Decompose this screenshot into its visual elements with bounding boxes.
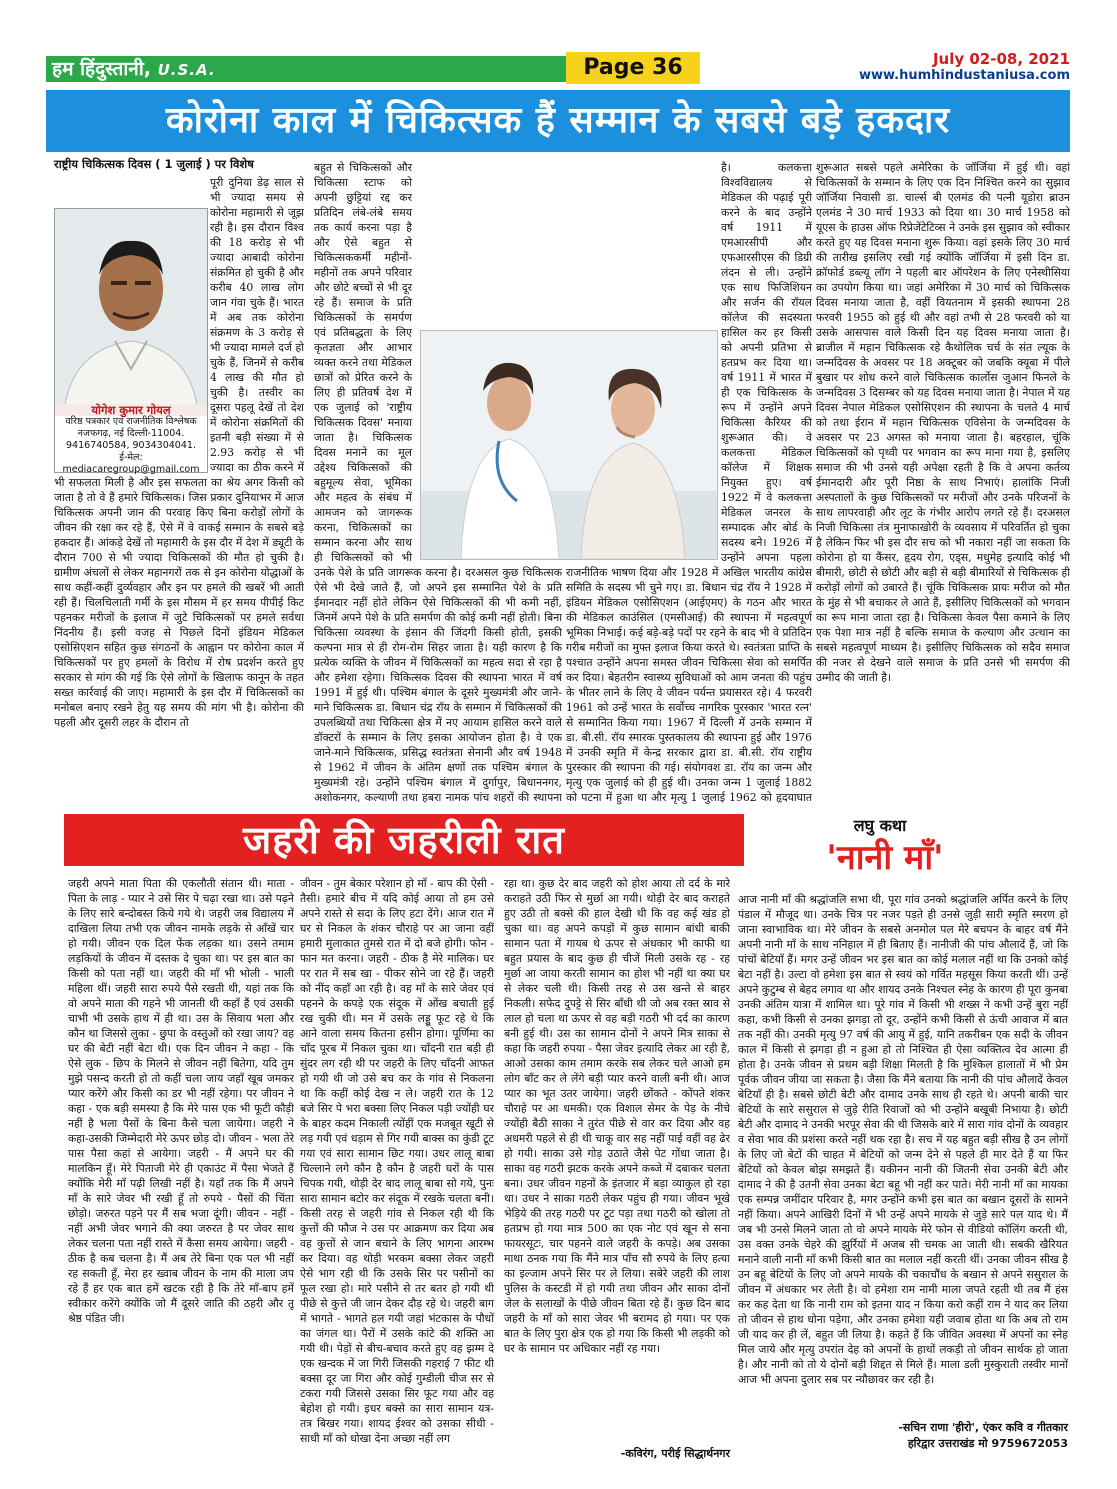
issue-date: July 02-08, 2021 (932, 50, 1070, 68)
laghu-katha-text: आज नानी माँ की श्रद्धांजलि सभा थी, पूरा गांव उनको श्रद्धांजलि अर्पित करने के लिए पंडाल में मौजूद था। उनके चित्र पर नजर पड़ते ही उनसे जुड़ी सारी स्मृति स्मरण हो जाना स्वाभाविक था। मेरे जीवन के सबसे अनमोल पल मेरे बचपन के बाहर वर्ष मैंने अपनी नानी माँ के साथ ननिहाल में ही बिताए हैं। नानीजी की पांच औलादें हैं, जो कि पांचों बेटियाँ हैं। मगर उन्हें जीवन भर इस बात का कोई मलाल नहीं था कि उनको कोई बेटा नहीं है। उल्टा वो हमेशा इस बात से स्वयं को गर्वित महसूस किया करती थीं। उन्हें अपने कुटुम्ब से बेहद लगाव था और शायद उनके निश्चल स्नेह के कारण ही पूरा कुनबा उनकी अंतिम यात्रा में शामिल था। पूरे गांव में किसी भी शख्स ने कभी उन्हें बुरा नहीं कहा, कभी किसी से उनका झगड़ा तो दूर, उन्होंने कभी किसी से ऊंची आवाज में बात तक नहीं की। उनकी मृत्यु 97 वर्ष की आयु में हुई, यानि तकरीबन एक सदी के जीवन काल में किसी से झगड़ा ही न हुआ हो तो निश्चित ही ऐसा व्यक्तित्व देव आत्मा ही होता है। उनके जीवन से प्रथम बड़ी शिक्षा मिलती है कि मुश्किल हालातों में भी प्रेम पूर्वक जीवन जीया जा सकता है। जैसा कि मैंने बताया कि नानी की पांच औलादें केवल बेटियाँ ही है। सबसे छोटी बेटी और दामाद उनके साथ ही रहते थे। अपनी बाकी चार बेटियों के सारे ससुराल से जुड़े रीति रिवाजों को भी उन्होंने बखूबी निभाया है। छोटी बेटी और दामाद ने उनकी भरपूर सेवा की थी जिसके बारे में सारा गांव दोनों के व्यवहार व सेवा भाव की प्रशंसा करते नहीं थक रहा है। सच में यह बहुत बड़ी सीख है उन लोगों के लिए जो बेटों की चाहत में बेटियों को जन्म देने से पहले ही मार देते हैं या फिर बेटियों को केवल बोझ समझते हैं। यकीनन नानी की जितनी सेवा उनकी बेटी और दामाद ने की है उतनी सेवा उनका बेटा बहू भी नहीं कर पाते। मेरी नानी माँ का मायका एक सम्पन्न जमींदार परिवार है, मगर उन्होंने कभी इस बात का बखान दूसरों के सामने नहीं किया। अपने आखिरी दिनों में भी उन्हें अपने मायके से जुड़े सारे पल याद थे। मैं जब भी उनसे मिलने जाता तो वो अपने मायके मेरे फोन से वीडियो कॉलिंग करती थी, उस वक्त उनके चेहरे की झुर्रियों में अजब सी चमक आ जाती थी। सबकी खैरियत मनाने वाली नानी माँ कभी किसी बात का मलाल नहीं करती थीं। उनका जीवन सीख है उन बहू बेटियों के लिए जो अपने मायके की चकाचौंध के बखान से अपने ससुराल के जीवन में अंधकार भर लेती है। वो हमेशा राम नामी माला जपते रहती थी तब मैं हंस कर कह देता था कि नानी राम को इतना याद न किया करो कहीं राम ने याद कर लिया तो जीवन से हाथ धोना पड़ेगा, और उनका हमेशा यही जवाब होता था कि अब तो राम जी याद कर ही लें, बहुत जी लिया है। कहते हैं कि जीवित अवस्था में अपनों का स्नेह मिल जाये और मृत्यु उपरांत देह को अपनों के हाथों लकड़ी तो जीवन सार्थक हो जाता है। और नानी को तो ये दोनों बड़ी शिद्दत से मिले हैं। माला डली मुस्कुराती तस्वीर मानों आज भी अपना दुलार सब पर न्यौछावर कर रही है। (738, 893, 1068, 1386)
doctor-patient-photo (420, 330, 718, 560)
laghu-katha-kicker: लघु कथा (853, 816, 907, 835)
article2-col3-text: रहा था। कुछ देर बाद जहरी को होश आया तो दर्द के मारे कराहते उठी फिर से मुर्छा आ गयी। थोड़ी देर बाद कराहते हुए उठी तो बक्से की हाल देखी थी कि वह कई खंड हो चुका था। वह अपने कपड़ों में कुछ सामान बांधी बाकी सामान पता में गायब थे ऊपर से अंधकार भी काफी था बहुत प्रयास के बाद कुछ ही चीजें मिली उसके रह - रह मुर्छा आ जाया करती सामान का होश भी नहीं था क्या घर से लेकर चली थी। किसी तरह से उस खन्ते से बाहर निकली। सफेद दुपट्टे से सिर बाँधी थी जो अब रक्त स्राव से लाल हो चला था ऊपर से वह बड़ी गठरी भी दर्द का कारण बनी हुई थी। उस का सामान दोनों ने अपने मित्र साका से कहा कि जहरी रुपया - पैसा जेवर इत्यादि लेकर आ रही है, आओ उसका काम तमाम करके सब लेकर चले आओ हम लोग बाँट कर ले लेंगे बड़ी प्यार करने वाली बनी थी। आज प्यार का भूत उतर जायेगा। जहरी छोंकते - कोंपते शंकर चौराहे पर आ धमकी। एक विशाल सेमर के पेड़ के नीचे ज्योंही बैठी साका ने तुरंत पीछे से वार कर दिया और वह अधमरी पहले से ही थी चाकू वार सह नहीं पाई वहीं वह ढेर हो गयी। साका उसे गोड़ उठाते जैसे पेट गोंधा जाता है। साका वह गठरी झटक करके अपने कब्जे में दबाकर चलता बना। उधर जीवन गहनों के इंतजार में बड़ा व्याकुल हो रहा था। उधर ने साका गठरी लेकर पहुंच ही गया। जीवन भूखे भेड़िये की तरह गठरी पर टूट पड़ा तथा गठरी को खोला तो हतप्रभ हो गया मात्र 500 का एक नोट एवं खून से सना फायरसूटः, चार पहनने वाले जहरी के कपड़े। अब उसका माथा ठनक गया कि मैंने मात्र पाँच सौ रुपये के लिए हत्या का इल्जाम अपने सिर पर ले लिया। सबेरे जहरी की लाश पुलिस के कस्टडी में हो गयी तथा जीवन और साका दोनों जेल के सलाखों के पीछे जीवन बिता रहे हैं। कुछ दिन बाद जहरी के माँ को सारा जेवर भी बरामद हो गया। पर एक बात के लिए पुरा क्षेत्र एक हो गया कि किसी भी लड़की को घर के सामान पर अधिकार नहीं रह गया। (504, 877, 730, 1355)
masthead-region: U.S.A. (157, 61, 216, 79)
article2-column-3 (504, 876, 730, 1441)
laghu-katha-credit (738, 1420, 1068, 1452)
article1-headline: कोरोना काल में चिकित्सक हैं सम्मान के सबसे बड़े हकदार (46, 90, 1070, 152)
website-link[interactable]: www.humhindustaniusa.com (858, 68, 1070, 83)
laghu-katha-title: 'नानी माँ' (826, 838, 944, 878)
article2-credit: -कविरंग, परीई सिद्धार्थनगर (620, 1447, 730, 1460)
masthead-title (52, 56, 216, 82)
article1-col2-text: बहुत से चिकित्सकों और चिकित्सा स्टाफ को अपनी छुट्टियां रद्द कर प्रतिदिन लंबे-लंबे समय तक कार्य करना पड़ा है और ऐसे बहुत से चिकित्सककर्मी महीनों-महीनों तक अपने परिवार और छोटे बच्चों से भी दूर रहे हैं। समाज के प्रति चिकित्सकों के समर्पण एवं प्रतिबद्धता के लिए कृतज्ञता और आभार व्यक्त करने तथा मेडिकल छात्रों को प्रेरित करने के लिए ही प्रतिवर्ष देश में एक जुलाई को 'राष्ट्रीय चिकित्सक दिवस' मनाया जाता है। चिकित्सक दिवस मनाने का मूल उद्देश्य चिकित्सकों की बहुमूल्य सेवा, भूमिका और महत्व के संबंध में आमजन को जागरूक करना, चिकित्सकों का सम्मान करना और साथ ही चिकित्सकों को भी उनके पेशे के प्रति जागरूक करना है। दरअसल कुछ चिकित्सक ऐसे भी देखे जाते हैं, जो अपने इस सम्मानित पेशे के प्रति ईमानदार नहीं होते लेकिन ऐसे चिकित्सकों की भी कमी नहीं, जिनमें अपने पेशे के प्रति समर्पण की कोई कमी नहीं होती। बिना चिकित्सा व्यवस्था के इंसान की जिंदगी किसी होती, इसकी कल्पना मात्र से ही रोम-रोम सिहर जाता है। यही कारण है कि प्रत्येक व्यक्ति के जीवन में चिकित्सकों का महत्व सदा से रहा है और हमेशा रहेगा। चिकित्सक दिवस की स्थापना भारत में वर्ष 1991 में हुई थी। पश्चिम बंगाल के दूसरे मुख्यमंत्री और जाने-माने चिकित्सक डा. बिधान चंद्र रॉय के सम्मान में चिकित्सकों की उपलब्धियों तथा चिकित्सा क्षेत्र में नए आयाम हासिल करने वाले डॉक्टरों के सम्मान के लिए इसका आयोजन होता है। वे एक जाने-माने चिकित्सक, प्रसिद्ध स्वतंत्रता सेनानी और वर्ष 1948 से 1962 में जीवन के अंतिम क्षणों तक पश्चिम बंगाल के मुख्यमंत्री रहे। उन्होंने पश्चिम बंगाल में दुर्गापुर, बिधाननगर, अशोकनगर, कल्याणी तथा हबरा नामक पांच शहरों की स्थापना (314, 161, 562, 804)
laghu-katha-author: -सचिन राणा 'हीरो', एंकर कवि व गीतकार (898, 1421, 1068, 1434)
doctor-consultation-image-icon (421, 331, 717, 559)
author-name: योगेश कुमार गोयल (55, 404, 207, 416)
article1-col1-text: पूरी दुनिया डेढ़ साल से भी ज्यादा समय से कोरोना महामारी से जूझ रही है। इस दौरान विश्व की 18 करोड़ से भी ज्यादा आबादी कोरोना संक्रमित हो चुकी है और करीब 40 लाख लोग जान गंवा चुके हैं। भारत में अब तक कोरोना संक्रमण के 3 करोड़ से भी ज्यादा मामले दर्ज हो चुके हैं, जिनमें से करीब 4 लाख की मौत हो चुकी है। तस्वीर का दूसरा पहलू देखें तो देश में कोरोना संक्रमितों की इतनी बड़ी संख्या में से 2.93 करोड़ से भी ज्यादा का ठीक करने में भी सफलता मिली है और इस सफलता का श्रेय अगर किसी को जाता है तो वे हैं हमारे चिकित्सक। जिस प्रकार दुनियाभर में आज चिकित्सक अपनी जान की परवाह किए बिना करोड़ों लोगों के जीवन की रक्षा कर रहे हैं, ऐसे में वे वाकई सम्मान के सबसे बड़े हकदार हैं। आंकड़े देखें तो महामारी के इस दौर में देश में ड्यूटी के दौरान 700 से भी ज्यादा चिकित्सकों की मौत हो चुकी है। ग्रामीण अंचलों से लेकर महानगरों तक से इन कोरोना योद्धाओं के साथ कहीं-कहीं दुर्व्यवहार और इन पर हमले की खबरें भी आती रही हैं। चिलचिलाती गर्मी के इस मौसम में हर समय पीपीई किट पहनकर मरीजों के इलाज में जुटे चिकित्सकों पर हमले सर्वथा निंदनीय हैं। इसी वजह से पिछले दिनों इंडियन मेडिकल एसोसिएशन सहित कुछ संगठनों के आह्वान पर कोरोना काल में चिकित्सकों पर हुए हमलों के विरोध में रोष प्रदर्शन करते हुए सरकार से मांग की गई कि ऐसे लोगों के खिलाफ कानून के तहत सख्त कार्रवाई की जाए। महामारी के इस दौर में चिकित्सकों का मनोबल बनाए रखने हेतु यह समय की मांग भी है। कोरोना की पहली और दूसरी लहर के दौरान तो (54, 176, 304, 729)
author-email: ई-मेल: mediacaregroup@gmail.com (62, 452, 200, 475)
article1-col3-text: है। कलकत्ता विश्वविद्यालय से मेडिकल की पढ़ाई पूरी करने के बाद उन्होंने वर्ष 1911 में एमआरसीपी और एफआरसीएस की डिग्री लंदन से ली। उन्होंने एक साथ फिजिशियन और सर्जन की रॉयल कॉलेज की सदस्यता हासिल कर हर किसी को अपनी प्रतिभा से हतप्रभ कर दिया था। वर्ष 1911 में भारत में ही एक चिकित्सक के रूप में उन्होंने अपने चिकित्सा कैरियर की शुरूआत की। वे कलकत्ता मेडिकल कॉलेज में शिक्षक नियुक्त हुए। वर्ष 1922 में वे कलकत्ता मेडिकल जनरल के सम्पादक और बोर्ड के सदस्य बने। 1926 में उन्होंने अपना पहला राजनीतिक भाषण दिया और 1928 में अखिल भारतीय कांग्रेस समिति के सदस्य भी चुने गए। डा. बिधान चंद्र रॉय ने 1928 में इंडियन मेडिकल एसोसिएशन (आईएमए) के गठन और भारत की मेडिकल काउंसिल (एमसीआई) की स्थापना में महत्वपूर्ण भूमिका निभाई। कई बड़े-बड़े पदों पर रहने के बाद भी वे प्रतिदिन गरीब मरीजों का मुफ्त इलाज किया करते थे। स्वतंत्रता प्राप्ति के पश्चात उन्होंने अपना समस्त जीवन चिकित्सा सेवा को समर्पित कर दिया। बेहतरीन स्वास्थ्य सुविधाओं को आम जनता की पहुंच के भीतर लाने के लिए वे जीवन पर्यन्त प्रयासरत रहे। 4 फरवरी 1961 को उन्हें भारत के सर्वोच्च नागरिक पुरस्कार 'भारत रत्न' से सम्मानित किया गया। 1967 में दिल्ली में उनके सम्मान में डा. बी.सी. रॉय स्मारक पुस्तकालय की स्थापना हुई और 1976 में उनकी स्मृति में केन्द्र सरकार द्वारा डा. बी.सी. रॉय राष्ट्रीय पुरस्कार की स्थापना की गई। संयोगवश डा. रॉय का जन्म और मृत्यु एक जुलाई को ही हुई थी। उनका जन्म 1 जुलाई 1882 को पटना में हुआ था और मृत्यु 1 जुलाई 1962 को हृदयाघात (566, 161, 812, 804)
author-designation: वरिष्ठ पत्रकार एवं राजनीतिक विश्लेषक (65, 416, 197, 427)
article2-column-1 (68, 876, 294, 1461)
article1-column-1 (54, 175, 304, 805)
article1-column-4 (816, 160, 1070, 805)
article2-headline: जहरी की जहरीली रात (64, 814, 744, 866)
author-phone: 9416740584, 9034304041. (66, 440, 196, 451)
masthead-title-text: हम हिंदुस्तानी, (52, 58, 151, 80)
laghu-katha-author-place: हरिद्वार उत्तराखंड मो 9759672053 (907, 1437, 1068, 1450)
article1-kicker: राष्ट्रीय चिकित्सक दिवस ( 1 जुलाई ) पर विशेष (54, 157, 254, 171)
article2-col2-text: जीवन - तुम बेकार परेशान हो माँ - बाप की ऐसी - तैसी। हमारे बीच में यदि कोई आया तो हम उसे अपने रास्ते से सदा के लिए हटा देंगे। आज रात में घर से निकल के शंकर चौराहे पर आ जाना वहीं हमारी मुलाकात तुमसे रात में दो बजे होगी। फोन - फान मत करना। जहरी - ठीक है मेरे मालिक। घर पर रात में सब खा - पीकर सोने जा रहे हैं। जहरी को नींद कहाँ आ रही है। वह माँ के सारे जेवर एवं पहनने के कपड़े एक संदूक में ओंख बचाती हुई रख चुकी थी। मन में उसके लड्डू फूट रहे थे कि आने वाला समय कितना हसीन होगा। पूर्णिमा का चाँद पूरब में निकल चुका था। चाँदनी रात बड़ी ही सुंदर लग रही थी पर जहरी के लिए चाँदनी आफत हो गयी थी जो उसे बच कर के गांव से निकलना था कि कहीं कोई देख न ले। जहरी रात के 12 बजे सिर पे भरा बक्सा लिए निकल पड़ी ज्योंही घर के बाहर कदम निकाली त्योंहीं एक मजबूत खूटी से लड़ गयी एवं धड़ाम से गिर गयी बाक्स का कुंडी टूट गया एवं सारा सामान छिट गया। उधर लालू बाबा चिल्लाने लगे कौन है कौन है जहरी घरों के पास चिपक गयी, थोड़ी देर बाद लालू बाबा सो गये, पुनः सारा सामान बटोर कर संदूक में रखके चलता बनी। किसी तरह से जहरी गांव से निकल रही थी कि कुत्तों की फौज ने उस पर आक्रमण कर दिया अब वह कुत्तों से जान बचाने के लिए भागना आरम्भ कर दिया। वह थोड़ी भरकम बक्सा लेकर जहरी ऐसे भाग रही थी कि उसके सिर पर पसीनों का फूल रखा हो। मारे पसीने से तर बतर हो गयी थी पीछे से कुत्ते जी जान देकर दौड़ रहे थे। जहरी बाग में भागते - भागते हल गयी जहां भंटकास के पौधों का जंगल था। पैरों में उसके कांटे की शक्ति आ गयी थी। पेड़ों से बीच-बचाव करते हुए वह झम्म दे एक खन्दक में जा गिरी जिसकी गहराई 7 फीट थी बक्सा दूर जा गिरा और कोई गुम्डीली चीज सर से टकरा गयी जिससे उसका सिर फूट गया और वह बेहोश हो गयी। इधर बक्से का सारा सामान यत्र-तत्र बिखर गया। शायद ईश्वर को उसका सीधी - साधी माँ को धोखा देना अच्छा नहीं लग (300, 877, 494, 1445)
author-address: नजफगढ़, नई दिल्ली-11004. (77, 428, 185, 439)
article1-col4-text: शुरूआत सबसे पहले अमेरिका के जॉर्जिया में हुई थी। वहां चिकित्सकों के सम्मान के लिए एक दिन निश्चित करने का सुझाव जॉर्जिया निवासी डा. चार्ल्स बी एलमंड की पत्नी यूडोरा ब्राउन एलमंड ने 30 मार्च 1933 को दिया था। 30 मार्च 1958 को यूएस के हाउस ऑफ रिप्रेजेंटेटिव्स ने उनके इस सुझाव को स्वीकार करते हुए यह दिवस मनाना शुरू किया। वहां इसके लिए 30 मार्च की तारीख इसलिए रखी गई क्योंकि जॉर्जिया में इसी दिन डा. क्रॉफोर्ड डब्ल्यू लॉग ने पहली बार ऑपरेशन के लिए एनेस्थीसिया का उपयोग किया था। जहां अमेरिका में 30 मार्च को चिकित्सक दिवस मनाया जाता है, वहीं वियतनाम में इसकी स्थापना 28 फरवरी 1955 को हुई थी और वहां तभी से 28 फरवरी को या उसके आसपास वाले किसी दिन यह दिवस मनाया जाता है। ब्राजील में महान चिकित्सक रहे कैथोलिक चर्च के संत ल्यूक के जन्मदिवस के अवसर पर 18 अक्टूबर को जबकि क्यूबा में पीले बुखार पर शोध करने वाले चिकित्सक कार्लोस जुआन फिनले के जन्मदिवस 3 दिसम्बर को यह दिवस मनाया जाता है। नेपाल में यह दिवस नेपाल मेडिकल एसोसिएशन की स्थापना के चलते 4 मार्च को तथा ईरान में महान चिकित्सक एविसेना के जन्मदिवस के अवसर पर 23 अगस्त को मनाया जाता है। बहरहाल, चूंकि चिकित्सकों को पृथ्वी पर भगवान का रूप माना गया है, इसलिए समाज की भी उनसे यही अपेक्षा रहती है कि वे अपना कर्तव्य ईमानदारी और पूरी निष्ठा के साथ निभाएं। हालांकि निजी अस्पतालों के कुछ चिकित्सकों पर मरीजों और उनके परिजनों के साथ लापरवाही और लूट के गंभीर आरोप लगते रहे हैं। दरअसल निजी चिकित्सा तंत्र मुनाफाखोरी के व्यवसाय में परिवर्तित हो चुका है लेकिन फिर भी इस दौर सच को भी नकारा नहीं जा सकता कि कोरोना हो या कैंसर, हृदय रोग, एड्स, मधुमेह इत्यादि कोई भी बीमारी, छोटी से छोटी और बड़ी से बड़ी बीमारियों से चिकित्सक ही करोड़ों लोगों को उबारते हैं। चूंकि चिकित्सक प्रायः मरीज को मौत के मुंह से भी बचाकर ले आते हैं, इसीलिए चिकित्सकों को भगवान का रूप माना जाता रहा है। चिकित्सा केवल पैसा कमाने के लिए एक पेशा मात्र नहीं है बल्कि समाज के कल्याण और उत्थान का सबसे महत्वपूर्ण माध्यम है। इसीलिए चिकित्सक को सदैव समाज की नजर से देखने वाले समाज के प्रति उनसे भी समर्पण की उम्मीद की जाती है। (816, 161, 1070, 684)
article2-col1-text: जहरी अपने माता पिता की एकलौती संतान थी। माता - पिता के लाड़ - प्यार ने उसे सिर पे चढ़ा रखा था। उसे पढ़ने के लिए सारे बन्दोबस्त किये गये थे। जहरी जब विद्यालय में दाखिला लिया तभी एक जीवन नामके लड़के से आँखें चार हो गयी। जीवन एक दिल फेंक लड़का था। उसने तमाम लड़कियों के जीवन में दस्तक दे चुका था। पर इस बात का किसी को पता नहीं था। जहरी की माँ भी भोली - भाली महिला थीं। जहरी सारा रुपये पैसे रखती थी, यहां तक कि वो अपने माता की गहने भी जानती थी कहाँ हैं एवं उसकी चाभी भी उसके हाथ में ही था। उस के सिवाय भला और कौन था जिससे लुका - छुपा के वस्तुओं को रखा जाय? वह घर की बेटी नहीं बेटा थी। एक दिन जीवन ने कहा - कि ऐसे लुक - छिप के मिलने से जीवन नहीं बितेगा, यदि तुम मुझे पसन्द करती हो तो कहीं चला जाय जहाँ खूब जमकर प्यार करेंगे और किसी का डर भी नहीं रहेगा। पर जीवन ने कहा - एक बड़ी समस्या है कि मेरे पास एक भी फूटी कौड़ी नहीं है भला पैसों के बिना कैसे चला जायेगा। जहरी ने कहा-उसकी जिम्मेदारी मेरे ऊपर छोड़ दो। जीवन - भला तेरे पास पैसा कहां से आयेगा। जहरी - मैं अपने घर की मालकिन हूँ। मेरे पिताजी मेरे ही एकाउंट में पैसा भेजते हैं क्योंकि मेरी माँ पढ़ी लिखी नहीं है। यहाँ तक कि मैं अपने माँ के सारे जेवर भी रखी हूँ तो रुपये - पैसों की चिंता छोड़ो। जरुरत पड़ने पर मैं सब भजा दूंगी। जीवन - नहीं - नहीं अभी जेवर भगाने की क्या जरुरत है पर जेवर साथ लेकर चलना पता नहीं रास्ते में कैसा समय आयेगा। जहरी - ठीक है कब चलना है। मैं अब तेरे बिना एक पल भी नहीं रह सकती हूँ, मेरा हर ख्वाब जीवन के नाम की माला जप रहे हैं हर एक बात हमें खटक रही है कि तेरे माँ-बाप हमें स्वीकार करेंगे क्योंकि जो मैं दूसरे जाति की ठहरी और तू श्रेष्ठ पंडित जी। (68, 877, 294, 1325)
page-number: Page 36 (566, 52, 700, 84)
article2-column-2 (300, 876, 494, 1461)
laghu-katha-body (738, 892, 1068, 1412)
